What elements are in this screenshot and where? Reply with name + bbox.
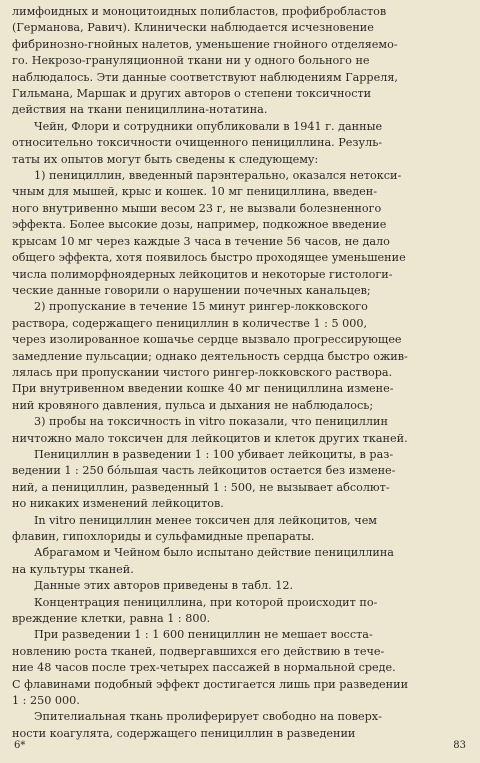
text-line: на культуры тканей. xyxy=(12,562,134,576)
text-line: через изолированное кошачье сердце вызвало прогрессирующее xyxy=(12,333,402,347)
page-footer xyxy=(14,740,466,751)
text-line: Пенициллин в разведении 1 : 100 убивает лейкоциты, в раз- xyxy=(34,447,394,461)
text-line: раствора, содержащего пенициллин в количестве 1 : 5 000, xyxy=(12,316,368,330)
text-line: 2) пропускание в течение 15 минут рингер-локковского xyxy=(34,300,368,314)
paragraph-9 xyxy=(12,578,467,594)
text-line: Абрагамом и Чейном было испытано действие пенициллина xyxy=(34,546,394,560)
text-line: ний, а пенициллин, разведенный 1 : 500, не вызывает абсолют- xyxy=(12,480,390,494)
paragraph-5 xyxy=(12,414,467,447)
text-line: С флавинами подобный эффект достигается лишь при разведении xyxy=(12,677,409,691)
text-line: действия на ткани пенициллина-нотатина. xyxy=(12,103,268,117)
text-line: Данные этих авторов приведены в табл. 12. xyxy=(34,579,294,593)
page-text xyxy=(12,4,467,740)
text-line: наблюдалось. Эти данные соответствуют наблюдениям Гарреля, xyxy=(12,70,398,84)
text-line: ческие данные говорили о нарушении почечных канальцев; xyxy=(12,283,371,297)
text-line: 1 : 250 000. xyxy=(12,694,80,708)
paragraph-12 xyxy=(12,709,467,742)
text-line: вреждение клетки, равна 1 : 800. xyxy=(12,612,211,626)
paragraph-1 xyxy=(12,4,467,119)
text-line: фибринозно-гнойных налетов, уменьшение гнойного отделяемо- xyxy=(12,37,398,51)
text-line: 1) пенициллин, введенный парэнтерально, оказался нетокси- xyxy=(34,169,402,183)
text-line: Эпителиальная ткань пролиферирует свободно на поверх- xyxy=(34,710,382,724)
text-line: новлению роста тканей, подвергавшихся его действию в тече- xyxy=(12,644,385,658)
page-number: 83 xyxy=(453,740,466,751)
text-line: флавин, гипохлориды и сульфамидные препараты. xyxy=(12,530,315,543)
text-line: ний кровяного давления, пульса и дыхания не наблюдалось; xyxy=(12,398,374,412)
text-line: таты их опытов могут быть сведены к следующему: xyxy=(12,152,319,166)
text-line: Концентрация пенициллина, при которой происходит по- xyxy=(34,595,378,609)
text-line: чным для мышей, крыс и кошек. 10 мг пенициллина, введен- xyxy=(12,185,377,199)
text-line: 3) пробы на токсичность in vitro показали, что пенициллин xyxy=(34,415,388,429)
text-line: ведении 1 : 250 бо́льшая часть лейкоцитов остается без измене- xyxy=(12,464,396,478)
paragraph-4 xyxy=(12,299,467,414)
text-line: крысам 10 мг через каждые 3 часа в течение 56 часов, не дало xyxy=(12,234,390,248)
paragraph-7 xyxy=(12,513,467,546)
paragraph-10 xyxy=(12,595,467,628)
text-line: лимфоидных и моноцитоидных полибластов, профибробластов xyxy=(12,5,387,18)
signature-mark: 6* xyxy=(14,740,26,751)
text-line: (Германова, Равич). Клинически наблюдается исчезновение xyxy=(12,21,374,35)
paragraph-6 xyxy=(12,447,467,513)
text-line: In vitro пенициллин менее токсичен для лейкоцитов, чем xyxy=(34,513,378,527)
text-line: го. Некрозо-грануляционной ткани ни у одного больного не xyxy=(12,54,370,68)
text-line: ние 48 часов после трех-четырех пассажей в нормальной среде. xyxy=(12,661,396,675)
text-line: относительно токсичности очищенного пенициллина. Резуль- xyxy=(12,136,383,150)
paragraph-2 xyxy=(12,119,467,168)
text-line: общего эффекта, хотя появилось быстро проходящее уменьшение xyxy=(12,251,406,265)
text-line: ности коагулята, содержащего пенициллин в разведении xyxy=(12,726,356,740)
text-line: Чейн, Флори и сотрудники опубликовали в 1941 г. данные xyxy=(34,119,383,133)
text-line: ничтожно мало токсичен для лейкоцитов и клеток других тканей. xyxy=(12,431,408,445)
text-line: но никаких изменений лейкоцитов. xyxy=(12,497,224,511)
text-line: Гильмана, Маршак и других авторов о степени токсичности xyxy=(12,87,372,101)
paragraph-8 xyxy=(12,545,467,578)
text-line: При внутривенном введении кошке 40 мг пенициллина измене- xyxy=(12,382,394,396)
text-line: числа полиморфноядерных лейкоцитов и некоторые гистологи- xyxy=(12,267,393,281)
text-line: лялась при пропускании чистого рингер-локковского раствора. xyxy=(12,365,393,379)
paragraph-3 xyxy=(12,168,467,299)
text-line: эффекта. Более высокие дозы, например, подкожное введение xyxy=(12,218,387,232)
paragraph-11 xyxy=(12,627,467,709)
text-line: замедление пульсации; однако деятельность сердца быстро ожив- xyxy=(12,349,408,363)
text-line: ного внутривенно мыши весом 23 г, не вызвали болезненного xyxy=(12,201,382,215)
text-line: При разведении 1 : 1 600 пенициллин не мешает восста- xyxy=(34,628,373,642)
